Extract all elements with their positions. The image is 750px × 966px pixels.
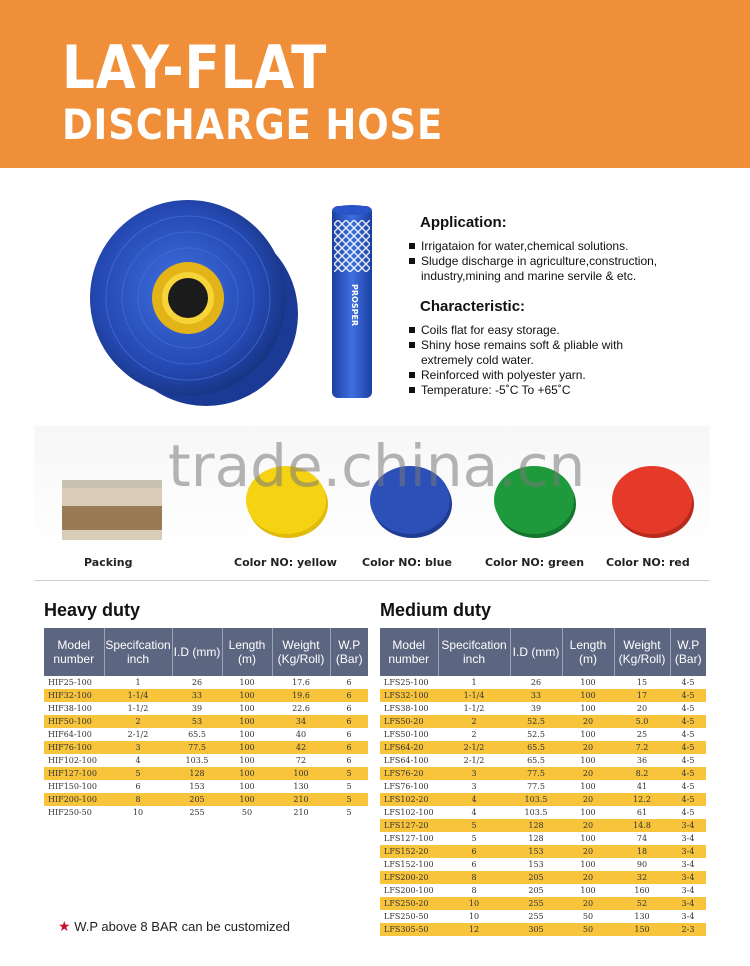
table-cell: LFS102-20 <box>380 793 438 806</box>
table-row <box>380 858 706 871</box>
table-cell: 12.2 <box>614 793 670 806</box>
table-cell: 20 <box>562 871 614 884</box>
table-cell: 26 <box>172 676 222 689</box>
table-cell: 4-5 <box>670 767 706 780</box>
table-cell: 100 <box>562 780 614 793</box>
table-cell: 205 <box>510 871 562 884</box>
table-cell: 6 <box>438 858 510 871</box>
table-cell: LFS305-50 <box>380 923 438 936</box>
table-cell: 4-5 <box>670 793 706 806</box>
table-cell: 1-1/2 <box>104 702 172 715</box>
table-cell: LFS25-100 <box>380 676 438 689</box>
table-cell: 50 <box>222 806 272 819</box>
table-cell: HIF150-100 <box>44 780 104 793</box>
column-header: Specifcation inch <box>104 628 172 676</box>
swatch-label: Color NO: yellow <box>234 556 337 569</box>
table-cell: 26 <box>510 676 562 689</box>
table-cell: 52.5 <box>510 728 562 741</box>
table-row <box>44 780 368 793</box>
table-cell: HIF250-50 <box>44 806 104 819</box>
table-cell: 255 <box>510 910 562 923</box>
table-row <box>44 806 368 819</box>
list-item: Irrigataion for water,chemical solutions. <box>408 239 738 254</box>
table-cell: 77.5 <box>510 767 562 780</box>
table-cell: 3-4 <box>670 897 706 910</box>
note-text: W.P above 8 BAR can be customized <box>74 919 291 934</box>
table-cell: 1 <box>438 676 510 689</box>
table-row <box>44 715 368 728</box>
table-cell: 2 <box>438 715 510 728</box>
table-cell: 4-5 <box>670 676 706 689</box>
table-cell: HIF32-100 <box>44 689 104 702</box>
table-cell: 3 <box>438 767 510 780</box>
table-cell: 100 <box>222 754 272 767</box>
table-cell: 3-4 <box>670 884 706 897</box>
table-cell: 103.5 <box>510 793 562 806</box>
table-cell: 100 <box>222 767 272 780</box>
table-cell: 72 <box>272 754 330 767</box>
table-cell: 5 <box>104 767 172 780</box>
table-cell: 14.8 <box>614 819 670 832</box>
table-cell: 100 <box>222 728 272 741</box>
column-header: Specifcation inch <box>438 628 510 676</box>
table-cell: 22.6 <box>272 702 330 715</box>
coiled-hose-image <box>88 196 298 408</box>
characteristic-list <box>408 323 738 398</box>
table-cell: 32 <box>614 871 670 884</box>
table-row <box>380 689 706 702</box>
table-cell: LFS127-20 <box>380 819 438 832</box>
header-banner <box>0 0 750 168</box>
table-cell: 100 <box>562 884 614 897</box>
list-item: Sludge discharge in agriculture,construction, <box>408 254 738 269</box>
table-row <box>44 767 368 780</box>
table-cell: 128 <box>510 832 562 845</box>
table-cell: 6 <box>330 702 368 715</box>
table-row <box>380 910 706 923</box>
table-cell: 39 <box>172 702 222 715</box>
table-cell: HIF102-100 <box>44 754 104 767</box>
table-row <box>380 793 706 806</box>
table-cell: 77.5 <box>510 780 562 793</box>
table-row <box>380 897 706 910</box>
table-cell: 40 <box>272 728 330 741</box>
table-cell: 1-1/4 <box>438 689 510 702</box>
column-header: Model number <box>380 628 438 676</box>
customization-note <box>58 918 290 935</box>
table-cell: LFS200-20 <box>380 871 438 884</box>
table-cell: 100 <box>562 858 614 871</box>
medium-duty-table <box>380 628 706 936</box>
table-row <box>44 793 368 806</box>
table-cell: 210 <box>272 806 330 819</box>
table-cell: 3 <box>104 741 172 754</box>
swatch-label: Color NO: blue <box>362 556 452 569</box>
table-cell: 128 <box>172 767 222 780</box>
table-cell: 4 <box>438 806 510 819</box>
table-row <box>380 806 706 819</box>
table-row <box>380 871 706 884</box>
table-cell: 130 <box>614 910 670 923</box>
table-cell: 305 <box>510 923 562 936</box>
table-row <box>380 715 706 728</box>
table-cell: 18 <box>614 845 670 858</box>
table-cell: 6 <box>330 676 368 689</box>
table-cell: 100 <box>562 676 614 689</box>
table-cell: 7.2 <box>614 741 670 754</box>
table-cell: 100 <box>222 702 272 715</box>
table-cell: 1-1/2 <box>438 702 510 715</box>
table-row <box>44 754 368 767</box>
column-header: W.P (Bar) <box>670 628 706 676</box>
watermark: trade.china.cn <box>168 432 586 500</box>
table-cell: LFS102-100 <box>380 806 438 819</box>
table-body <box>44 676 368 819</box>
table-cell: 100 <box>272 767 330 780</box>
table-cell: 100 <box>562 702 614 715</box>
table-cell: 5 <box>330 767 368 780</box>
table-cell: 53 <box>172 715 222 728</box>
table-row <box>380 728 706 741</box>
table-cell: 5 <box>330 806 368 819</box>
table-cell: 34 <box>272 715 330 728</box>
table-cell: 90 <box>614 858 670 871</box>
table-cell: 100 <box>562 806 614 819</box>
table-cell: 39 <box>510 702 562 715</box>
table-cell: HIF200-100 <box>44 793 104 806</box>
table-cell: 3-4 <box>670 910 706 923</box>
table-cell: 6 <box>330 728 368 741</box>
table-row <box>380 676 706 689</box>
swatch-label: Packing <box>84 556 133 569</box>
table-cell: 6 <box>438 845 510 858</box>
list-item: industry,mining and marine servile & etc. <box>421 269 637 283</box>
table-cell: 3-4 <box>670 819 706 832</box>
table-cell: 2-1/2 <box>438 754 510 767</box>
table-cell: 153 <box>510 858 562 871</box>
table-cell: 100 <box>222 793 272 806</box>
table-cell: LFS38-100 <box>380 702 438 715</box>
table-cell: HIF38-100 <box>44 702 104 715</box>
table-cell: HIF64-100 <box>44 728 104 741</box>
table-cell: 103.5 <box>510 806 562 819</box>
divider <box>34 580 710 581</box>
table-cell: 10 <box>438 910 510 923</box>
table-row <box>44 676 368 689</box>
table-cell: 42 <box>272 741 330 754</box>
table-cell: 20 <box>562 793 614 806</box>
table-cell: 255 <box>510 897 562 910</box>
table-cell: 5.0 <box>614 715 670 728</box>
table-cell: 103.5 <box>172 754 222 767</box>
product-info <box>408 214 738 398</box>
table-cell: 20 <box>562 715 614 728</box>
table-cell: 255 <box>172 806 222 819</box>
table-cell: 6 <box>330 689 368 702</box>
table-row <box>380 702 706 715</box>
red-swatch-image <box>602 460 702 540</box>
table-cell: 3-4 <box>670 871 706 884</box>
heavy-duty-table <box>44 628 368 819</box>
column-header: W.P (Bar) <box>330 628 368 676</box>
hose-tube-image <box>330 204 374 400</box>
table-cell: 150 <box>614 923 670 936</box>
table-cell: 100 <box>562 832 614 845</box>
table-cell: 77.5 <box>172 741 222 754</box>
table-row <box>380 741 706 754</box>
page-title: LAY-FLAT <box>62 33 328 103</box>
table-cell: 52 <box>614 897 670 910</box>
table-cell: 1 <box>104 676 172 689</box>
table-row <box>44 728 368 741</box>
table-cell: 100 <box>222 676 272 689</box>
star-icon: ★ <box>58 918 71 934</box>
table-cell: LFS200-100 <box>380 884 438 897</box>
table-cell: 210 <box>272 793 330 806</box>
table-cell: 5 <box>330 793 368 806</box>
table-cell: 100 <box>562 754 614 767</box>
table-cell: 153 <box>510 845 562 858</box>
table-cell: 6 <box>330 754 368 767</box>
table-cell: LFS152-20 <box>380 845 438 858</box>
table-cell: 4-5 <box>670 780 706 793</box>
column-header: I.D (mm) <box>510 628 562 676</box>
table-body <box>380 676 706 936</box>
table-cell: 25 <box>614 728 670 741</box>
medium-duty-title: Medium duty <box>380 600 491 620</box>
table-cell: LFS32-100 <box>380 689 438 702</box>
table-header <box>44 628 368 676</box>
table-cell: 205 <box>510 884 562 897</box>
table-cell: LFS64-20 <box>380 741 438 754</box>
table-cell: 6 <box>330 741 368 754</box>
page-subtitle: DISCHARGE HOSE <box>62 100 444 149</box>
table-header <box>380 628 706 676</box>
column-header: Weight (Kg/Roll) <box>614 628 670 676</box>
table-cell: 100 <box>222 689 272 702</box>
table-cell: 2-1/2 <box>104 728 172 741</box>
table-row <box>380 923 706 936</box>
table-cell: 2 <box>104 715 172 728</box>
table-cell: 4-5 <box>670 728 706 741</box>
table-cell: 8 <box>104 793 172 806</box>
table-row <box>380 832 706 845</box>
table-cell: 36 <box>614 754 670 767</box>
table-row <box>380 884 706 897</box>
table-row <box>380 780 706 793</box>
swatch-label: Color NO: red <box>606 556 690 569</box>
table-cell: 128 <box>510 819 562 832</box>
table-cell: 19.6 <box>272 689 330 702</box>
table-cell: 100 <box>222 741 272 754</box>
table-row <box>380 845 706 858</box>
characteristic-heading: Characteristic: <box>420 298 526 315</box>
table-cell: 20 <box>562 741 614 754</box>
table-cell: LFS250-20 <box>380 897 438 910</box>
table-cell: 160 <box>614 884 670 897</box>
table-cell: LFS76-20 <box>380 767 438 780</box>
table-cell: 6 <box>104 780 172 793</box>
list-item: extremely cold water. <box>421 353 534 367</box>
table-cell: HIF127-100 <box>44 767 104 780</box>
table-cell: 33 <box>510 689 562 702</box>
table-cell: 20 <box>562 845 614 858</box>
table-row <box>380 767 706 780</box>
table-cell: LFS76-100 <box>380 780 438 793</box>
table-row <box>44 689 368 702</box>
table-cell: 17 <box>614 689 670 702</box>
table-cell: 5 <box>438 832 510 845</box>
table-cell: 5 <box>438 819 510 832</box>
application-list <box>408 239 738 284</box>
packing-swatch-image <box>62 460 162 540</box>
table-cell: 10 <box>438 897 510 910</box>
column-header: I.D (mm) <box>172 628 222 676</box>
table-row <box>44 702 368 715</box>
table-cell: 17.6 <box>272 676 330 689</box>
table-cell: 3-4 <box>670 858 706 871</box>
table-cell: 41 <box>614 780 670 793</box>
table-cell: LFS64-100 <box>380 754 438 767</box>
table-cell: 5 <box>330 780 368 793</box>
table-cell: 153 <box>172 780 222 793</box>
column-header: Weight (Kg/Roll) <box>272 628 330 676</box>
table-cell: LFS50-20 <box>380 715 438 728</box>
swatch-label: Color NO: green <box>485 556 585 569</box>
table-row <box>44 741 368 754</box>
table-cell: 20 <box>562 897 614 910</box>
table-cell: 2-1/2 <box>438 741 510 754</box>
table-cell: 20 <box>562 819 614 832</box>
table-cell: 12 <box>438 923 510 936</box>
table-cell: 15 <box>614 676 670 689</box>
table-cell: HIF50-100 <box>44 715 104 728</box>
table-cell: 74 <box>614 832 670 845</box>
column-header: Model number <box>44 628 104 676</box>
list-item: Temperature: -5˚C To +65˚C <box>408 383 738 398</box>
table-cell: HIF76-100 <box>44 741 104 754</box>
table-cell: 20 <box>562 767 614 780</box>
table-cell: 65.5 <box>510 741 562 754</box>
table-cell: LFS50-100 <box>380 728 438 741</box>
application-heading: Application: <box>420 214 507 231</box>
list-item: Shiny hose remains soft & pliable with <box>408 338 738 353</box>
table-cell: 130 <box>272 780 330 793</box>
table-cell: 205 <box>172 793 222 806</box>
table-cell: 61 <box>614 806 670 819</box>
table-cell: 3-4 <box>670 832 706 845</box>
table-cell: 3-4 <box>670 845 706 858</box>
table-cell: 10 <box>104 806 172 819</box>
table-cell: 4-5 <box>670 741 706 754</box>
table-cell: 4-5 <box>670 689 706 702</box>
table-cell: 65.5 <box>172 728 222 741</box>
table-cell: LFS127-100 <box>380 832 438 845</box>
table-cell: LFS250-50 <box>380 910 438 923</box>
heavy-duty-title: Heavy duty <box>44 600 141 620</box>
tube-brand-text: PROSPER <box>350 284 359 327</box>
table-cell: 3 <box>438 780 510 793</box>
list-item: Reinforced with polyester yarn. <box>408 368 738 383</box>
table-cell: 100 <box>222 780 272 793</box>
table-cell: 65.5 <box>510 754 562 767</box>
table-cell: 4 <box>104 754 172 767</box>
table-cell: 4 <box>438 793 510 806</box>
table-cell: 52.5 <box>510 715 562 728</box>
table-cell: 20 <box>614 702 670 715</box>
table-cell: LFS152-100 <box>380 858 438 871</box>
table-cell: 2-3 <box>670 923 706 936</box>
table-cell: 33 <box>172 689 222 702</box>
table-cell: 8 <box>438 884 510 897</box>
table-cell: 4-5 <box>670 702 706 715</box>
table-cell: 100 <box>222 715 272 728</box>
table-row <box>380 819 706 832</box>
table-cell: 100 <box>562 689 614 702</box>
table-cell: 50 <box>562 910 614 923</box>
table-cell: 4-5 <box>670 806 706 819</box>
column-header: Length (m) <box>222 628 272 676</box>
table-cell: 4-5 <box>670 715 706 728</box>
table-cell: 8 <box>438 871 510 884</box>
table-cell: 6 <box>330 715 368 728</box>
table-cell: 4-5 <box>670 754 706 767</box>
table-row <box>380 754 706 767</box>
table-cell: 100 <box>562 728 614 741</box>
table-cell: 8.2 <box>614 767 670 780</box>
table-cell: HIF25-100 <box>44 676 104 689</box>
list-item: Coils flat for easy storage. <box>408 323 738 338</box>
table-cell: 1-1/4 <box>104 689 172 702</box>
column-header: Length (m) <box>562 628 614 676</box>
table-cell: 50 <box>562 923 614 936</box>
table-cell: 2 <box>438 728 510 741</box>
